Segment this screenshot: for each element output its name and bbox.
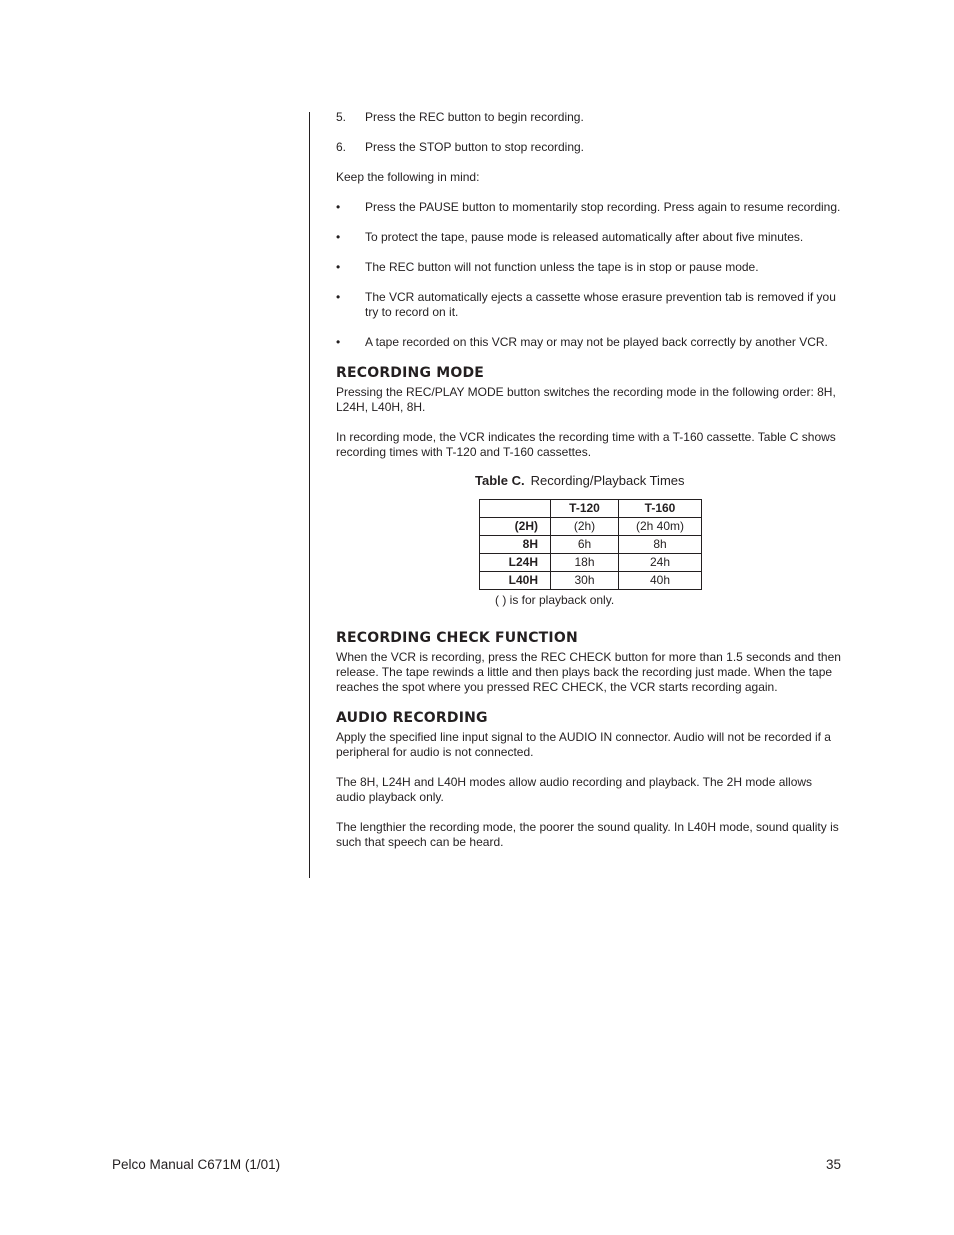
bullet-item	[336, 260, 844, 275]
recording-mode-heading: RECORDING MODE	[336, 365, 485, 381]
table-header-cell: T-160	[619, 500, 702, 518]
table-cell: 30h	[551, 572, 619, 590]
footer-manual-title: Pelco Manual C671M (1/01)	[112, 1157, 281, 1172]
bullet-item	[336, 200, 844, 215]
table-cell: 18h	[551, 554, 619, 572]
table-row-header: 8H	[480, 536, 551, 554]
table-header-cell	[480, 500, 551, 518]
bullet-item	[336, 335, 844, 350]
table-caption-label: Table C.	[475, 473, 525, 488]
table-cell: 6h	[551, 536, 619, 554]
table-row	[480, 572, 702, 590]
bullet-icon: •	[336, 290, 341, 304]
bullet-text: The VCR automatically ejects a cassette whose erasure prevention tab is removed if you try to record on it.	[365, 290, 836, 319]
footer-page-number: 35	[825, 1157, 841, 1172]
table-cell: 24h	[619, 554, 702, 572]
recording-mode-paragraph: In recording mode, the VCR indicates the recording time with a T-160 cassette. Table C shows recording times with T-120 and T-160 cassettes.	[336, 430, 836, 459]
keep-in-mind-text: Keep the following in mind:	[336, 170, 480, 184]
margin-rule	[309, 112, 310, 878]
audio-recording-paragraph: The lengthier the recording mode, the poorer the sound quality. In L40H mode, sound quality is such that speech can be heard.	[336, 820, 839, 849]
page-body	[336, 110, 844, 850]
bullet-text: A tape recorded on this VCR may or may not be played back correctly by another VCR.	[365, 335, 828, 349]
bullet-text: To protect the tape, pause mode is released automatically after about five minutes.	[365, 230, 804, 244]
table-cell: 40h	[619, 572, 702, 590]
table-cell: (2h)	[551, 518, 619, 536]
bullet-item	[336, 230, 844, 245]
table-row-header: L40H	[480, 572, 551, 590]
table-row	[480, 554, 702, 572]
bullet-text: The REC button will not function unless the tape is in stop or pause mode.	[365, 260, 759, 274]
audio-recording-paragraph: Apply the specified line input signal to the AUDIO IN connector. Audio will not be recorded if a peripheral for audio is not connected.	[336, 730, 831, 759]
bullet-icon: •	[336, 335, 341, 349]
table-header-row	[480, 500, 702, 518]
recording-check-heading: RECORDING CHECK FUNCTION	[336, 630, 578, 646]
step-item	[336, 140, 844, 155]
table-row-header: L24H	[480, 554, 551, 572]
step-number: 5.	[336, 110, 347, 124]
table-note: ( ) is for playback only.	[495, 593, 615, 607]
recording-check-paragraph: When the VCR is recording, press the REC CHECK button for more than 1.5 seconds and then release. The tape rewinds a little and then plays back the recording just made. When the tape reaches the spot where you pressed REC CHECK, the VCR starts recording again.	[336, 650, 841, 694]
recording-times-table	[479, 499, 702, 590]
table-caption-text: Recording/Playback Times	[530, 473, 685, 488]
table-cell: 8h	[619, 536, 702, 554]
table-row	[480, 518, 702, 536]
bullet-icon: •	[336, 260, 341, 274]
audio-recording-paragraph: The 8H, L24H and L40H modes allow audio recording and playback. The 2H mode allows audio playback only.	[336, 775, 813, 804]
bullet-item	[336, 290, 844, 320]
recording-mode-paragraph: Pressing the REC/PLAY MODE button switches the recording mode in the following order: 8H, L24H, L40H, 8H.	[336, 385, 836, 414]
table-cell: (2h 40m)	[619, 518, 702, 536]
bullet-icon: •	[336, 200, 341, 214]
table-header-cell: T-120	[551, 500, 619, 518]
audio-recording-heading: AUDIO RECORDING	[336, 710, 488, 726]
table-row-header: (2H)	[480, 518, 551, 536]
table-row	[480, 536, 702, 554]
bullet-icon: •	[336, 230, 341, 244]
step-text: Press the REC button to begin recording.	[365, 110, 584, 124]
step-text: Press the STOP button to stop recording.	[365, 140, 585, 154]
bullet-text: Press the PAUSE button to momentarily stop recording. Press again to resume recording.	[365, 200, 841, 214]
step-item	[336, 110, 844, 125]
table-caption	[475, 473, 844, 488]
step-number: 6.	[336, 140, 347, 154]
